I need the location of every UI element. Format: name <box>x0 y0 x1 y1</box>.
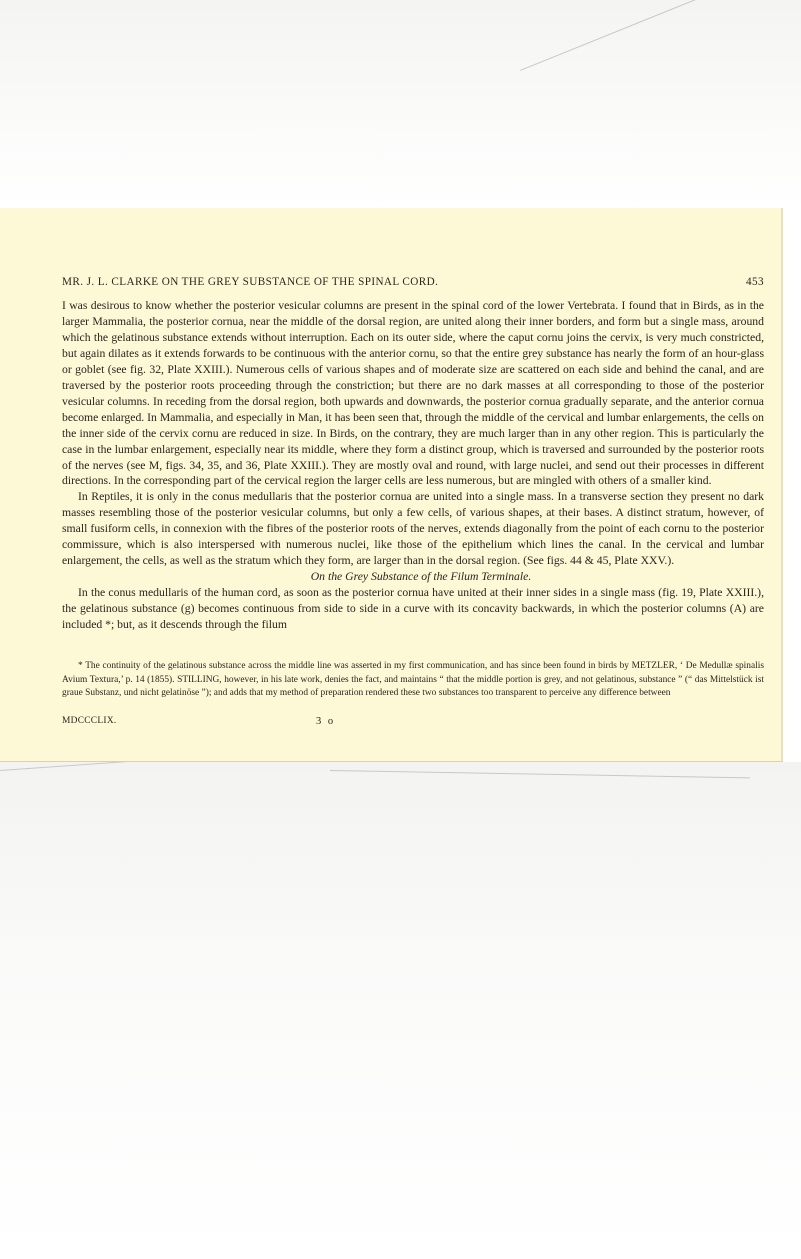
scan-background-bottom <box>0 762 801 1259</box>
page-number: 453 <box>746 276 764 288</box>
scan-background-top <box>0 0 801 210</box>
paragraph: I was desirous to know whether the posterior vesicular columns are present in the spinal cord of the lower Vertebrata. I found that in Birds, as in the larger Mammalia, the posterior cornua, near the middle of the dorsal region, are united along their inner borders, and form but a single mass, around which the gelatinous substance extends without interruption. Each on its outer side, where the caput cornu joins the cervix, is very much constricted, but again dilates as it extends forwards to be continuous with the anterior cornu, so that the entire grey substance has nearly the form of an hour-glass or goblet (see fig. 32, Plate XXIII.). Numerous cells of various shapes and of moderate size are scattered on each side and behind the canal, and are traversed by the posterior roots proceeding through the constriction; but there are no dark masses at all corresponding to those of the posterior vesicular columns. In receding from the dorsal region, both upwards and downwards, the posterior cornua gradually separate, and the anterior cornua become enlarged. In Mammalia, and especially in Man, it has been seen that, through the middle of the cervical and lumbar enlargements, the cells on the inner side of the cervix cornu are reduced in size. In Birds, on the contrary, they are much larger than in any other region. This is particularly the case in the lumbar enlargement, especially near its middle, where they form a distinct group, which is traversed and surrounded by the posterior roots of the nerves (see M, figs. 34, 35, and 36, Plate XXIII.). They are mostly oval and round, with large nuclei, and send out their processes in different directions. In the corresponding part of the cervical region the larger cells are less numerous, but are mingled with others of a smaller kind. <box>62 299 764 488</box>
footnote <box>62 660 764 701</box>
section-heading: On the Grey Substance of the Filum Terminale. <box>310 570 532 584</box>
book-page <box>0 208 783 761</box>
running-title: MR. J. L. CLARKE ON THE GREY SUBSTANCE OF THE SPINAL CORD. <box>62 276 439 288</box>
paragraph: In Reptiles, it is only in the conus medullaris that the posterior cornua are united into a single mass. In a transverse section they present no dark masses resembling those of the posterior vesicular columns, but only a few cells, of various shapes, at their bases. A distinct stratum, however, of small fusiform cells, in connexion with the fibres of the posterior roots of the nerves, extends diagonally from the point of each cornu to the posterior commissure, which is also interspersed with numerous nuclei, like those of the epithelium which lines the canal. In the cervical and lumbar enlargement, the cells, as well as the stratum which they form, are larger than in the dorsal region. (See figs. 44 & 45, Plate XXV.). <box>62 490 764 568</box>
signature-mark: 3 o <box>316 716 336 727</box>
main-text <box>62 298 764 633</box>
year-mark: MDCCCLIX. <box>62 716 117 726</box>
paragraph: In the conus medullaris of the human cord, as soon as the posterior cornua have united at their inner sides in a single mass (fig. 19, Plate XXIII.), the gelatinous substance (g) becomes continuous from side to side in a curve with its concavity backwards, in which the posterior columns (A) are included *; but, as it descends through the filum <box>62 586 764 632</box>
footnote-text: * The continuity of the gelatinous substance across the middle line was asserted in my first communication, and has since been found in birds by METZLER, ‘ De Medullæ spinalis Avium Textura,’ p. 14 (1855). STILLING, however, in his late work, denies the fact, and maintains “ that the middle portion is grey, and not gelatinous, substance ” (“ das Mittelstück ist graue Substanz, und nicht gelatinöse ”); and adds that my method of preparation rendered these two substances too transparent to perceive any difference between <box>62 661 764 699</box>
